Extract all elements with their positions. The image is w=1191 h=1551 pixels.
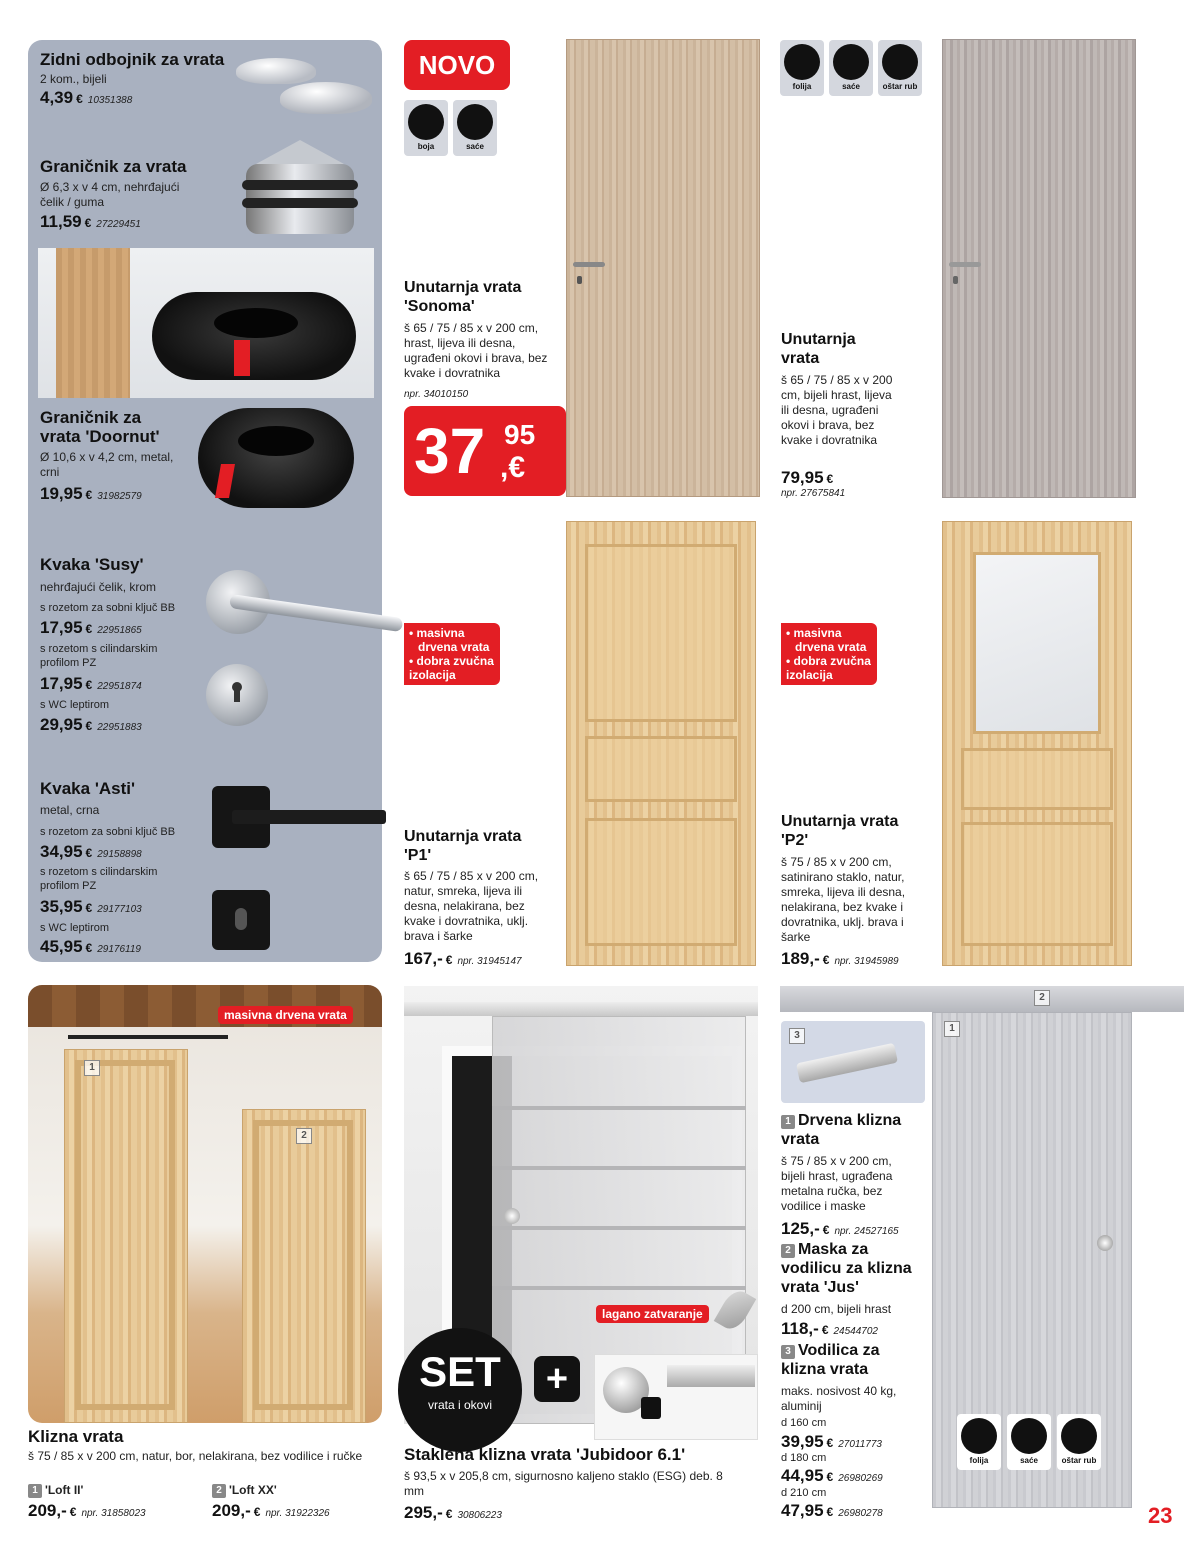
product-price — [781, 1219, 899, 1241]
badge-line: izolacija — [409, 668, 456, 682]
foil-icon — [784, 44, 820, 80]
set-sublabel: vrata i okovi — [427, 1398, 493, 1412]
option-price — [40, 674, 142, 696]
number-marker: 1 — [84, 1060, 100, 1076]
paint-brush-icon — [408, 104, 444, 140]
white-oak-door-image — [942, 39, 1136, 498]
option-label: s WC leptirom — [40, 922, 110, 934]
currency: € — [826, 1505, 834, 1519]
currency: € — [822, 1223, 830, 1237]
sharp-edge-icon — [1061, 1418, 1097, 1454]
sku: 22951874 — [97, 681, 142, 692]
product-title: Klizna vrata — [28, 1427, 124, 1446]
sku: npr. 31945989 — [834, 956, 899, 967]
icon-label: oštar rub — [882, 82, 918, 91]
product-desc: maks. nosivost 40 kg, aluminij — [781, 1384, 897, 1413]
price-value: 11,59 — [40, 212, 82, 231]
sku: 29158898 — [97, 849, 142, 860]
foil-feature — [957, 1414, 1001, 1470]
key-rosette-image — [206, 664, 268, 726]
currency: € — [85, 941, 93, 955]
product-title: Graničnik za vrata — [40, 157, 187, 176]
currency: € — [85, 622, 93, 636]
sku: npr. 31858023 — [81, 1508, 146, 1519]
price-value: 209,- — [28, 1501, 67, 1520]
doornut-image — [198, 408, 354, 508]
price-value: 79,95 — [781, 468, 824, 487]
variant-price — [212, 1501, 330, 1523]
honeycomb-icon — [833, 44, 869, 80]
price-value: 45,95 — [40, 937, 83, 956]
number-marker: 1 — [28, 1484, 42, 1498]
sku: npr. 34010150 — [404, 389, 469, 400]
price-value: 125,- — [781, 1219, 820, 1238]
sharp-edge-feature — [1057, 1414, 1101, 1470]
product-price — [40, 88, 132, 110]
icon-label: saće — [842, 82, 860, 91]
product-title-2: klizna vrata — [781, 1361, 869, 1378]
sharp-edge-icon — [882, 44, 918, 80]
icon-label: saće — [1020, 1456, 1038, 1465]
product-title-3: vrata 'Jus' — [781, 1279, 859, 1296]
price-value: 209,- — [212, 1501, 251, 1520]
option-label: s rozetom s cilindarskim profilom PZ — [40, 866, 158, 892]
product-price — [781, 1319, 878, 1341]
number-marker: 3 — [781, 1345, 795, 1359]
product-desc: š 75 / 85 x v 200 cm, bijeli hrast, ugrađena metalna ručka, bez vodilice i maske — [781, 1154, 893, 1213]
door-handle — [949, 262, 981, 267]
product-price — [404, 949, 522, 971]
variant-label — [28, 1483, 83, 1498]
new-badge: NOVO — [404, 40, 510, 90]
product-title: Unutarnja vrata — [404, 279, 522, 296]
price-value: 17,95 — [40, 618, 83, 637]
price-value: 4,39 — [40, 88, 74, 107]
icon-label: boja — [417, 142, 435, 151]
product-title-2: 'P2' — [781, 832, 809, 849]
number-marker: 1 — [781, 1115, 795, 1129]
price-value: 19,95 — [40, 484, 83, 503]
product-title-2: vrata — [781, 350, 820, 367]
price-value: 44,95 — [781, 1466, 824, 1485]
sku: npr. 31922326 — [265, 1508, 330, 1519]
variant-price — [28, 1501, 146, 1523]
product-desc: š 75 / 85 x v 200 cm, natur, bor, nelakirana, bez vodilice i ručke — [28, 1449, 363, 1463]
product-desc: š 65 / 75 / 85 x v 200 cm, hrast, lijeva ili desna, ugrađeni okovi i brava, bez kvake i dovratnika — [404, 321, 548, 380]
solid-wood-badge: masivna drvena vrata — [218, 1006, 353, 1024]
number-marker: 2 — [781, 1244, 795, 1258]
plus-icon: + — [534, 1356, 580, 1402]
paint-feature — [404, 100, 448, 156]
honeycomb-feature — [829, 40, 873, 96]
product-price — [40, 212, 141, 234]
product-title-2: 'P1' — [404, 847, 432, 864]
product-price — [781, 1501, 883, 1523]
option-price — [40, 842, 142, 864]
option-label: s rozetom s cilindarskim profilom PZ — [40, 643, 158, 669]
price-value: 39,95 — [781, 1432, 824, 1451]
barn-door-photo — [28, 985, 382, 1423]
variant-name: 'Loft XX' — [229, 1483, 277, 1497]
product-desc: 2 kom., bijeli — [40, 72, 107, 86]
product-title: Zidni odbojnik za vrata — [40, 50, 225, 69]
sku: 24544702 — [833, 1326, 878, 1337]
product-title — [781, 1112, 901, 1130]
product-price — [40, 484, 142, 506]
icon-label: saće — [466, 142, 484, 151]
price-value: 118,- — [781, 1319, 819, 1338]
variant-name: 'Loft II' — [45, 1483, 84, 1497]
price-value: 34,95 — [40, 842, 83, 861]
badge-line: drvena vrata — [795, 640, 867, 654]
sku: 27011773 — [838, 1439, 882, 1450]
product-desc: nehrđajući čelik, krom — [40, 580, 157, 594]
variant-label — [212, 1483, 277, 1498]
foil-feature — [780, 40, 824, 96]
sku: 27229451 — [96, 219, 141, 230]
foil-icon — [961, 1418, 997, 1454]
option-price — [40, 937, 141, 959]
currency: € — [84, 216, 92, 230]
title-text: Vodilica za — [798, 1342, 880, 1359]
badge-line: • dobra zvučna — [786, 654, 871, 668]
product-price — [404, 1503, 502, 1525]
product-title: Graničnik za — [40, 408, 142, 427]
currency: € — [826, 1470, 834, 1484]
product-title-2: vrata — [781, 1131, 820, 1148]
option-price — [40, 715, 142, 737]
sku: npr. 31945147 — [457, 956, 522, 967]
number-marker: 1 — [944, 1021, 960, 1037]
price-cents: 95 — [504, 419, 536, 450]
price-value: 295,- — [404, 1503, 443, 1522]
badge-line: • dobra zvučna — [409, 654, 494, 668]
product-title: Kvaka 'Asti' — [40, 779, 136, 798]
page-number: 23 — [1148, 1503, 1173, 1528]
rail-mask-image — [780, 986, 1184, 1012]
product-desc: Ø 6,3 x v 4 cm, nehrđajući čelik / guma — [40, 180, 180, 209]
option-label: s WC leptirom — [40, 699, 110, 711]
p2-door-image — [942, 521, 1132, 966]
option-price — [40, 618, 142, 640]
product-title: Staklena klizna vrata 'Jubidoor 6.1' — [404, 1445, 686, 1464]
fittings-image — [594, 1354, 758, 1440]
currency: € — [85, 846, 93, 860]
feature-badge — [781, 623, 877, 685]
sharp-edge-feature — [878, 40, 922, 96]
badge-line: drvena vrata — [418, 640, 490, 654]
product-desc: d 200 cm, bijeli hrast — [781, 1302, 892, 1316]
sku: 22951883 — [97, 722, 142, 733]
product-title — [781, 1241, 868, 1259]
feature-badge — [404, 623, 500, 685]
price-value: 29,95 — [40, 715, 83, 734]
price-currency: ,€ — [500, 451, 526, 484]
icon-label: folija — [792, 82, 812, 91]
sku: 29177103 — [97, 904, 142, 915]
set-label: SET — [419, 1348, 501, 1395]
asti-handle-image — [212, 786, 386, 848]
length-label: d 160 cm — [781, 1417, 827, 1429]
product-title-2: 'Sonoma' — [404, 298, 475, 315]
product-title-2: vrata 'Doornut' — [40, 427, 160, 446]
sku: 26980278 — [838, 1508, 883, 1519]
product-title: Unutarnja — [781, 331, 856, 348]
icon-label: folija — [969, 1456, 989, 1465]
product-price — [781, 468, 833, 489]
sku: 30806223 — [457, 1510, 502, 1521]
sku: npr. 24527165 — [834, 1226, 899, 1237]
price-value: 17,95 — [40, 674, 83, 693]
sku: 29176119 — [97, 944, 141, 955]
currency: € — [821, 1323, 829, 1337]
set-badge — [398, 1328, 522, 1452]
number-marker: 2 — [296, 1128, 312, 1144]
product-desc: Ø 10,6 x v 4,2 cm, metal, crni — [40, 450, 174, 479]
soft-close-badge: lagano zatvaranje — [596, 1305, 709, 1323]
badge-line: • masivna — [786, 626, 842, 640]
product-desc: š 65 / 75 / 85 x v 200 cm, natur, smreka, lijeva ili desna, nelakirana, bez kvake i dovratnika, uklj. brava i šarke — [404, 869, 539, 943]
number-marker: 2 — [212, 1484, 226, 1498]
product-desc: š 65 / 75 / 85 x v 200 cm, bijeli hrast, lijeva ili desna, ugrađeni okovi i brava, bez kvake i dovratnika — [781, 373, 893, 447]
price-value: 47,95 — [781, 1501, 824, 1520]
price-main: 37 — [414, 415, 486, 487]
currency: € — [826, 1436, 834, 1450]
door-stopper-image — [236, 140, 364, 240]
product-title — [781, 1342, 880, 1360]
product-price — [781, 1466, 883, 1488]
currency: € — [826, 472, 834, 486]
currency: € — [85, 678, 93, 692]
honeycomb-icon — [1011, 1418, 1047, 1454]
product-price — [781, 949, 899, 971]
badge-line: • masivna — [409, 626, 465, 640]
currency: € — [253, 1505, 261, 1519]
length-label: d 210 cm — [781, 1487, 827, 1499]
currency: € — [85, 488, 93, 502]
door-handle — [573, 262, 605, 267]
icon-label: oštar rub — [1061, 1456, 1097, 1465]
number-marker: 3 — [789, 1028, 805, 1044]
product-desc: š 93,5 x v 205,8 cm, sigurnosno kaljeno staklo (ESG) deb. 8 mm — [404, 1469, 723, 1498]
door-bumper-image — [280, 82, 372, 114]
product-desc: š 75 / 85 x v 200 cm, satinirano staklo, natur, smreka, lijeva ili desna, nelakirana, bez kvake i dovratnika, uklj. brava i šarke — [781, 855, 906, 944]
currency: € — [445, 953, 453, 967]
title-text: Maska za — [798, 1241, 869, 1258]
price-value: 167,- — [404, 949, 443, 968]
sonoma-door-image — [566, 39, 760, 497]
price-value: 35,95 — [40, 897, 83, 916]
product-title: Unutarnja vrata — [781, 813, 899, 830]
badge-line: izolacija — [786, 668, 833, 682]
product-title-2: vodilicu za klizna — [781, 1260, 912, 1277]
currency: € — [76, 92, 83, 106]
susy-handle-image — [204, 568, 404, 638]
honeycomb-feature — [1007, 1414, 1051, 1470]
option-price — [40, 897, 142, 919]
sku: 26980269 — [838, 1473, 883, 1484]
product-title: Kvaka 'Susy' — [40, 555, 144, 574]
asti-rosette-image — [212, 890, 270, 950]
price-tag — [404, 406, 566, 496]
option-label: s rozetom za sobni ključ BB — [40, 602, 176, 614]
honeycomb-icon — [457, 104, 493, 140]
currency: € — [445, 1507, 453, 1521]
currency: € — [69, 1505, 77, 1519]
option-label: s rozetom za sobni ključ BB — [40, 826, 176, 838]
p1-door-image — [566, 521, 756, 966]
doornut-photo — [38, 248, 374, 398]
sku: 10351388 — [87, 95, 133, 106]
currency: € — [85, 719, 93, 733]
sku: 22951865 — [97, 625, 142, 636]
product-title: Unutarnja vrata — [404, 828, 522, 845]
product-desc: metal, crna — [40, 803, 100, 817]
honeycomb-feature — [453, 100, 497, 156]
price-value: 189,- — [781, 949, 820, 968]
currency: € — [822, 953, 830, 967]
sku: npr. 27675841 — [781, 488, 846, 499]
title-text: Drvena klizna — [798, 1112, 902, 1129]
sku: 31982579 — [97, 491, 142, 502]
length-label: d 180 cm — [781, 1452, 827, 1464]
currency: € — [85, 901, 93, 915]
number-marker: 2 — [1034, 990, 1050, 1006]
